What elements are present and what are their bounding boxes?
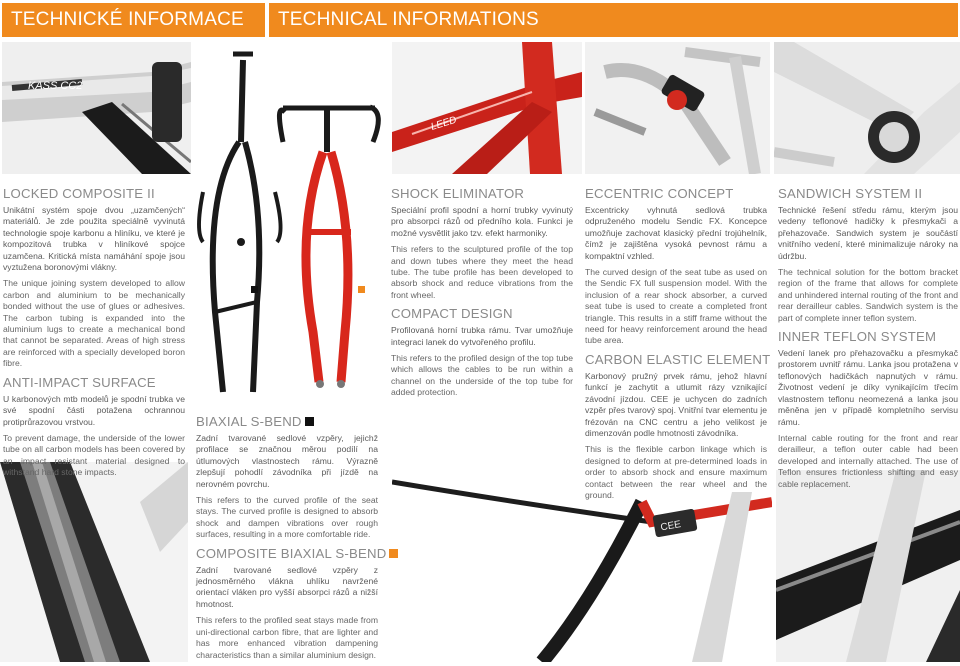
comp-biaxial-cz: Zadní tvarované sedlové vzpěry z jednosměrného vlákna uhlíku navržené orientací vláken pro vyšší absorpci rázů a nižší hmotnost.: [196, 564, 378, 609]
header-title-en: TECHNICAL INFORMATIONS: [269, 3, 958, 37]
anti-impact-en: To prevent damage, the underside of the lower tube on all carbon models has been covered by an impact resistant material designed to withstand hard stone impacts.: [3, 432, 185, 478]
column-3: [391, 186, 573, 404]
locked-composite-cz: Unikátní systém spoje dvou „uzamčených“ materiálů. Je zde použita speciálně vyvinutá technologie spoje karbonu a hliníku, ve které je kompozitová trubka v hliníkové spojce uzamčena. Kritická místa namáhání spoje jsou vyztužena boronovými vlákny.: [3, 205, 185, 273]
biaxial-title-row: [196, 414, 378, 429]
carbon-elastic-en: This is the flexible carbon linkage which is designed to deform at pre-determined loads in order to absorb shock and ensure maximum contact between the rear wheel and the ground.: [585, 444, 767, 500]
column-4: [585, 186, 771, 506]
photo-eccentric-concept: [585, 42, 770, 174]
shock-eliminator-title: SHOCK ELIMINATOR: [391, 186, 525, 201]
biaxial-en: This refers to the curved profile of the seat stays. The curved profile is designed to absorb shock and dampen vibrations over rough surfaces, resulting in a more comfortable ride.: [196, 495, 378, 540]
column-1: [3, 186, 185, 484]
comp-biaxial-en: This refers to the profiled seat stays made from uni-directional carbon fibre, that are lighter and has more enhanced vibration dampening characteristics than a similar aluminium design.: [196, 615, 378, 660]
black-square-marker: [305, 417, 314, 426]
column-2: [196, 414, 387, 666]
black-marker: [251, 286, 258, 293]
eccentric-concept-title: ECCENTRIC CONCEPT: [585, 186, 734, 201]
photo-anti-impact: [0, 462, 188, 662]
sandwich-system-cz: Technické řešení středu rámu, kterým jsou vedeny teflonové hadičky k přesmykači a přehazovače. Sandwich system je součástí vnitřního vedení, které minimalizuje nároky na údržbu.: [778, 205, 958, 261]
comp-biaxial-title: COMPOSITE BIAXIAL S-BEND: [196, 545, 387, 561]
eccentric-concept-cz: Excentricky vyhnutá sedlová trubka odpruženého modelu Sendic FX. Koncepce umožňuje zachovat klasický přední trojúhelník, čímž je zajištěna vysoká pevnost rámu a kompaktní vzhled.: [585, 205, 767, 261]
photo-sandwich-system: [774, 42, 960, 174]
anti-impact-cz: U karbonových mtb modelů je spodní trubka ve své spodní části potažena ochrannou protiprůrazovou vrstvou.: [3, 393, 185, 427]
locked-composite-en: The unique joining system developed to allow carbon and aluminium to be mechanically bonded without the use of glues or adhesives. The carbon tubing is expanded into the aluminium lugs to create a mechanical bond that cannot be separated. Areas of high stress are reinforced with a specially developed boron fibre.: [3, 278, 185, 369]
orange-square-marker: [389, 549, 398, 558]
biaxial-title: BIAXIAL S-BEND: [196, 414, 302, 429]
column-5: [778, 186, 958, 495]
inner-teflon-en: Internal cable routing for the front and rear derailleur, a teflon outer cable had been developed and internally attached. The use of Teflon ensures frictionless shifting and easy cable replacement.: [778, 432, 958, 489]
shock-eliminator-en: This refers to the sculptured profile of the top and down tubes where they meet the head tube. The tube profile has been developed to absorb shock and reduce vibrations from the front wheel.: [391, 244, 573, 300]
photo-label: KASS CC2: [28, 80, 83, 92]
eccentric-concept-en: The curved design of the seat tube as used on the Sendic FX full suspension model. With the inclusion of a rear shock absorber, a curved seat tube is used to create a completed front triangle. This results in a stiff frame without the need for heavy reinforcement around the head tube area.: [585, 267, 767, 346]
compact-design-en: This refers to the profiled design of the top tube which allows the cables to be run within a channel on the underside of the top tube for added protection.: [391, 353, 573, 398]
sandwich-system-title: SANDWICH SYSTEM II: [778, 186, 923, 201]
orange-marker: [358, 286, 365, 293]
carbon-elastic-title: CARBON ELASTIC ELEMENT: [585, 351, 771, 367]
carbon-elastic-cz: Karbonový pružný prvek rámu, jehož hlavní funkcí je zachytit a utlumit rázy vznikající závodní jízdou. CEE je uchycen do zadních vzpěr přes tvarový spoj. Vnitřní tvar elementu je frézován na CNC centru a jeho velikost je dimenzován podle hmotnosti závodníka.: [585, 370, 767, 438]
photo-inner-teflon: [776, 470, 960, 662]
biaxial-cz: Zadní tvarované sedlové vzpěry, jejichž profilace se značnou měrou podílí na útlumových vlastnostech rámu. Výrazně zlepšují pohodlí závodníka při jízdě na nerovném povrchu.: [196, 433, 378, 489]
comp-biaxial-title-row: [196, 545, 387, 561]
sandwich-system-en: The technical solution for the bottom bracket region of the frame that allows for complete and unhindered internal routing of the front and rear derailleur cables. Sandwich system is the part of complete inner teflon system.: [778, 267, 958, 323]
photo-biaxial-frames: [195, 42, 390, 410]
photo-locked-composite: [2, 42, 191, 174]
anti-impact-title: ANTI-IMPACT SURFACE: [3, 374, 156, 390]
inner-teflon-title: INNER TEFLON SYSTEM: [778, 329, 937, 345]
photo-label-leed: LEED: [429, 114, 458, 133]
photo-label-cee: CEE: [659, 519, 682, 534]
header-bar: [0, 0, 960, 38]
compact-design-cz: Profilovaná horní trubka rámu. Tvar umožňuje integraci lanek do vytvořeného profilu.: [391, 325, 573, 347]
inner-teflon-cz: Vedení lanek pro přehazovačku a přesmykač prostorem uvnitř rámu. Lanka jsou protažena v teflonových hadičkách napnutých v rámu. Životnost vedení je díky vynikajícím třecím vlastnostem teflonu neomezená a lanka jsou měněna jen v případě kompletního servisu rámu.: [778, 348, 958, 427]
photo-shock-eliminator: [392, 42, 582, 174]
shock-eliminator-cz: Speciální profil spodní a horní trubky vyvinutý pro absorpci rázů od předního kola. Funkci je možné vysvětlit jako tzv. efekt harmoniky.: [391, 205, 573, 238]
compact-design-title: COMPACT DESIGN: [391, 306, 513, 322]
locked-composite-title: LOCKED COMPOSITE II: [3, 186, 155, 201]
header-title-cz: TECHNICKÉ INFORMACE: [2, 3, 265, 37]
